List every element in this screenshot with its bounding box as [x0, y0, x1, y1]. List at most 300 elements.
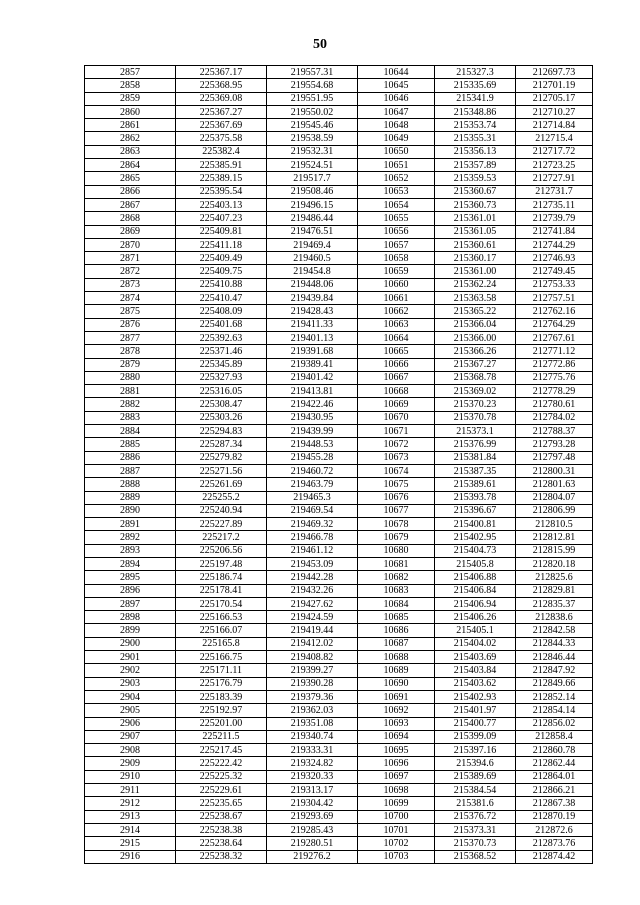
y-coordinate-left-cell: 219412.02: [267, 637, 358, 650]
x-coordinate-right-cell: 215357.89: [435, 159, 516, 172]
x-coordinate-left-cell: 225170.54: [176, 597, 267, 610]
y-coordinate-right-cell: 212820.18: [516, 557, 593, 570]
y-coordinate-right-cell: 212762.16: [516, 305, 593, 318]
x-coordinate-right-cell: 215384.54: [435, 784, 516, 797]
table-row: [85, 451, 593, 464]
table-row: [85, 318, 593, 331]
point-id-right-cell: 10647: [358, 105, 435, 118]
point-id-left-cell: 2898: [85, 611, 176, 624]
x-coordinate-left-cell: 225227.89: [176, 518, 267, 531]
point-id-left-cell: 2880: [85, 371, 176, 384]
y-coordinate-right-cell: 212793.28: [516, 438, 593, 451]
table-row: [85, 757, 593, 770]
x-coordinate-right-cell: 215387.35: [435, 464, 516, 477]
y-coordinate-right-cell: 212800.31: [516, 464, 593, 477]
table-row: [85, 730, 593, 743]
point-id-left-cell: 2862: [85, 132, 176, 145]
y-coordinate-right-cell: 212835.37: [516, 597, 593, 610]
x-coordinate-left-cell: 225389.15: [176, 172, 267, 185]
point-id-left-cell: 2879: [85, 358, 176, 371]
y-coordinate-left-cell: 219432.26: [267, 584, 358, 597]
y-coordinate-right-cell: 212860.78: [516, 744, 593, 757]
point-id-right-cell: 10665: [358, 345, 435, 358]
y-coordinate-left-cell: 219448.06: [267, 278, 358, 291]
y-coordinate-left-cell: 219413.81: [267, 385, 358, 398]
x-coordinate-right-cell: 215404.73: [435, 544, 516, 557]
point-id-right-cell: 10668: [358, 385, 435, 398]
y-coordinate-right-cell: 212866.21: [516, 784, 593, 797]
table-row: [85, 704, 593, 717]
point-id-right-cell: 10680: [358, 544, 435, 557]
x-coordinate-left-cell: 225238.67: [176, 810, 267, 823]
table-row: [85, 265, 593, 278]
x-coordinate-right-cell: 215360.17: [435, 252, 516, 265]
y-coordinate-left-cell: 219448.53: [267, 438, 358, 451]
y-coordinate-left-cell: 219379.36: [267, 690, 358, 703]
point-id-right-cell: 10676: [358, 491, 435, 504]
point-id-left-cell: 2857: [85, 66, 176, 79]
point-id-left-cell: 2903: [85, 677, 176, 690]
table-row: [85, 385, 593, 398]
y-coordinate-left-cell: 219391.68: [267, 345, 358, 358]
y-coordinate-left-cell: 219320.33: [267, 770, 358, 783]
y-coordinate-right-cell: 212767.61: [516, 331, 593, 344]
point-id-left-cell: 2890: [85, 504, 176, 517]
y-coordinate-left-cell: 219304.42: [267, 797, 358, 810]
y-coordinate-right-cell: 212852.14: [516, 690, 593, 703]
x-coordinate-left-cell: 225217.45: [176, 744, 267, 757]
x-coordinate-left-cell: 225165.8: [176, 637, 267, 650]
table-row: [85, 690, 593, 703]
table-row: [85, 584, 593, 597]
x-coordinate-left-cell: 225238.38: [176, 823, 267, 836]
table-row: [85, 331, 593, 344]
x-coordinate-right-cell: 215402.95: [435, 531, 516, 544]
x-coordinate-left-cell: 225385.91: [176, 159, 267, 172]
point-id-left-cell: 2886: [85, 451, 176, 464]
point-id-right-cell: 10693: [358, 717, 435, 730]
point-id-right-cell: 10702: [358, 837, 435, 850]
y-coordinate-left-cell: 219276.2: [267, 850, 358, 863]
y-coordinate-right-cell: 212757.51: [516, 292, 593, 305]
y-coordinate-left-cell: 219313.17: [267, 784, 358, 797]
point-id-right-cell: 10648: [358, 119, 435, 132]
x-coordinate-right-cell: 215381.6: [435, 797, 516, 810]
x-coordinate-left-cell: 225225.32: [176, 770, 267, 783]
x-coordinate-left-cell: 225375.58: [176, 132, 267, 145]
x-coordinate-right-cell: 215368.52: [435, 850, 516, 863]
y-coordinate-left-cell: 219285.43: [267, 823, 358, 836]
table-row: [85, 624, 593, 637]
y-coordinate-right-cell: 212825.6: [516, 571, 593, 584]
y-coordinate-left-cell: 219419.44: [267, 624, 358, 637]
point-id-right-cell: 10664: [358, 331, 435, 344]
point-id-left-cell: 2874: [85, 292, 176, 305]
point-id-right-cell: 10683: [358, 584, 435, 597]
x-coordinate-left-cell: 225392.63: [176, 331, 267, 344]
x-coordinate-left-cell: 225409.75: [176, 265, 267, 278]
point-id-left-cell: 2863: [85, 145, 176, 158]
point-id-right-cell: 10678: [358, 518, 435, 531]
point-id-left-cell: 2910: [85, 770, 176, 783]
y-coordinate-right-cell: 212858.4: [516, 730, 593, 743]
x-coordinate-left-cell: 225371.46: [176, 345, 267, 358]
y-coordinate-left-cell: 219469.4: [267, 238, 358, 251]
x-coordinate-left-cell: 225183.39: [176, 690, 267, 703]
table-row: [85, 305, 593, 318]
x-coordinate-left-cell: 225411.18: [176, 238, 267, 251]
point-id-left-cell: 2888: [85, 478, 176, 491]
point-id-right-cell: 10649: [358, 132, 435, 145]
x-coordinate-left-cell: 225395.54: [176, 185, 267, 198]
y-coordinate-left-cell: 219430.95: [267, 411, 358, 424]
table-row: [85, 159, 593, 172]
y-coordinate-left-cell: 219476.51: [267, 225, 358, 238]
x-coordinate-left-cell: 225410.47: [176, 292, 267, 305]
page-number: 50: [313, 37, 327, 52]
point-id-right-cell: 10669: [358, 398, 435, 411]
y-coordinate-right-cell: 212862.44: [516, 757, 593, 770]
y-coordinate-left-cell: 219550.02: [267, 105, 358, 118]
y-coordinate-right-cell: 212797.48: [516, 451, 593, 464]
y-coordinate-right-cell: 212753.33: [516, 278, 593, 291]
x-coordinate-right-cell: 215405.8: [435, 557, 516, 570]
x-coordinate-right-cell: 215360.67: [435, 185, 516, 198]
point-id-left-cell: 2872: [85, 265, 176, 278]
y-coordinate-right-cell: 212849.66: [516, 677, 593, 690]
x-coordinate-right-cell: 215355.31: [435, 132, 516, 145]
table-row: [85, 637, 593, 650]
point-id-left-cell: 2897: [85, 597, 176, 610]
y-coordinate-right-cell: 212701.19: [516, 79, 593, 92]
point-id-left-cell: 2909: [85, 757, 176, 770]
x-coordinate-right-cell: 215406.94: [435, 597, 516, 610]
table-row: [85, 345, 593, 358]
point-id-right-cell: 10645: [358, 79, 435, 92]
table-row: [85, 571, 593, 584]
point-id-right-cell: 10651: [358, 159, 435, 172]
table-row: [85, 717, 593, 730]
point-id-right-cell: 10687: [358, 637, 435, 650]
point-id-left-cell: 2873: [85, 278, 176, 291]
x-coordinate-right-cell: 215361.05: [435, 225, 516, 238]
point-id-right-cell: 10701: [358, 823, 435, 836]
y-coordinate-left-cell: 219508.46: [267, 185, 358, 198]
coordinates-table-body: [85, 66, 593, 864]
x-coordinate-left-cell: 225382.4: [176, 145, 267, 158]
x-coordinate-right-cell: 215406.88: [435, 571, 516, 584]
y-coordinate-left-cell: 219324.82: [267, 757, 358, 770]
point-id-right-cell: 10682: [358, 571, 435, 584]
table-row: [85, 504, 593, 517]
table-row: [85, 544, 593, 557]
y-coordinate-left-cell: 219469.32: [267, 518, 358, 531]
table-row: [85, 478, 593, 491]
x-coordinate-left-cell: 225217.2: [176, 531, 267, 544]
y-coordinate-left-cell: 219532.31: [267, 145, 358, 158]
y-coordinate-right-cell: 212778.29: [516, 385, 593, 398]
x-coordinate-left-cell: 225369.08: [176, 92, 267, 105]
x-coordinate-right-cell: 215373.31: [435, 823, 516, 836]
x-coordinate-right-cell: 215389.61: [435, 478, 516, 491]
x-coordinate-right-cell: 215403.69: [435, 651, 516, 664]
y-coordinate-left-cell: 219280.51: [267, 837, 358, 850]
x-coordinate-left-cell: 225407.23: [176, 212, 267, 225]
x-coordinate-right-cell: 215394.6: [435, 757, 516, 770]
table-row: [85, 411, 593, 424]
x-coordinate-right-cell: 215369.02: [435, 385, 516, 398]
table-row: [85, 145, 593, 158]
x-coordinate-left-cell: 225409.81: [176, 225, 267, 238]
table-row: [85, 358, 593, 371]
x-coordinate-right-cell: 215361.00: [435, 265, 516, 278]
x-coordinate-right-cell: 215341.9: [435, 92, 516, 105]
table-row: [85, 238, 593, 251]
y-coordinate-left-cell: 219411.33: [267, 318, 358, 331]
x-coordinate-left-cell: 225316.05: [176, 385, 267, 398]
table-row: [85, 172, 593, 185]
y-coordinate-left-cell: 219455.28: [267, 451, 358, 464]
point-id-left-cell: 2882: [85, 398, 176, 411]
y-coordinate-right-cell: 212838.6: [516, 611, 593, 624]
point-id-left-cell: 2915: [85, 837, 176, 850]
x-coordinate-left-cell: 225211.5: [176, 730, 267, 743]
x-coordinate-left-cell: 225271.56: [176, 464, 267, 477]
point-id-right-cell: 10646: [358, 92, 435, 105]
x-coordinate-right-cell: 215393.78: [435, 491, 516, 504]
x-coordinate-left-cell: 225192.97: [176, 704, 267, 717]
point-id-left-cell: 2899: [85, 624, 176, 637]
y-coordinate-right-cell: 212846.44: [516, 651, 593, 664]
point-id-left-cell: 2883: [85, 411, 176, 424]
x-coordinate-right-cell: 215366.00: [435, 331, 516, 344]
table-row: [85, 597, 593, 610]
table-row: [85, 119, 593, 132]
y-coordinate-left-cell: 219463.79: [267, 478, 358, 491]
point-id-right-cell: 10675: [358, 478, 435, 491]
table-row: [85, 464, 593, 477]
point-id-left-cell: 2861: [85, 119, 176, 132]
y-coordinate-right-cell: 212806.99: [516, 504, 593, 517]
point-id-left-cell: 2892: [85, 531, 176, 544]
point-id-right-cell: 10695: [358, 744, 435, 757]
y-coordinate-left-cell: 219460.5: [267, 252, 358, 265]
point-id-right-cell: 10667: [358, 371, 435, 384]
y-coordinate-left-cell: 219466.78: [267, 531, 358, 544]
point-id-right-cell: 10657: [358, 238, 435, 251]
point-id-left-cell: 2911: [85, 784, 176, 797]
point-id-left-cell: 2869: [85, 225, 176, 238]
y-coordinate-right-cell: 212870.19: [516, 810, 593, 823]
x-coordinate-right-cell: 215363.58: [435, 292, 516, 305]
point-id-left-cell: 2906: [85, 717, 176, 730]
x-coordinate-right-cell: 215335.69: [435, 79, 516, 92]
y-coordinate-left-cell: 219554.68: [267, 79, 358, 92]
point-id-right-cell: 10660: [358, 278, 435, 291]
x-coordinate-left-cell: 225222.42: [176, 757, 267, 770]
point-id-right-cell: 10700: [358, 810, 435, 823]
point-id-right-cell: 10699: [358, 797, 435, 810]
x-coordinate-right-cell: 215365.22: [435, 305, 516, 318]
x-coordinate-left-cell: 225201.00: [176, 717, 267, 730]
point-id-left-cell: 2895: [85, 571, 176, 584]
point-id-left-cell: 2881: [85, 385, 176, 398]
point-id-left-cell: 2889: [85, 491, 176, 504]
y-coordinate-right-cell: 212815.99: [516, 544, 593, 557]
y-coordinate-left-cell: 219545.46: [267, 119, 358, 132]
x-coordinate-left-cell: 225229.61: [176, 784, 267, 797]
point-id-left-cell: 2894: [85, 557, 176, 570]
point-id-right-cell: 10681: [358, 557, 435, 570]
point-id-left-cell: 2866: [85, 185, 176, 198]
x-coordinate-right-cell: 215361.01: [435, 212, 516, 225]
y-coordinate-left-cell: 219439.84: [267, 292, 358, 305]
point-id-left-cell: 2913: [85, 810, 176, 823]
x-coordinate-left-cell: 225238.32: [176, 850, 267, 863]
y-coordinate-left-cell: 219408.82: [267, 651, 358, 664]
x-coordinate-left-cell: 225367.27: [176, 105, 267, 118]
y-coordinate-right-cell: 212715.4: [516, 132, 593, 145]
point-id-left-cell: 2887: [85, 464, 176, 477]
table-row: [85, 185, 593, 198]
point-id-left-cell: 2891: [85, 518, 176, 531]
y-coordinate-left-cell: 219390.28: [267, 677, 358, 690]
table-row: [85, 611, 593, 624]
point-id-left-cell: 2901: [85, 651, 176, 664]
x-coordinate-left-cell: 225206.56: [176, 544, 267, 557]
point-id-left-cell: 2875: [85, 305, 176, 318]
coordinates-table: [84, 65, 593, 864]
point-id-right-cell: 10703: [358, 850, 435, 863]
y-coordinate-right-cell: 212731.7: [516, 185, 593, 198]
x-coordinate-left-cell: 225178.41: [176, 584, 267, 597]
table-row: [85, 438, 593, 451]
y-coordinate-left-cell: 219557.31: [267, 66, 358, 79]
point-id-left-cell: 2904: [85, 690, 176, 703]
x-coordinate-right-cell: 215362.24: [435, 278, 516, 291]
point-id-left-cell: 2859: [85, 92, 176, 105]
point-id-right-cell: 10661: [358, 292, 435, 305]
point-id-right-cell: 10690: [358, 677, 435, 690]
y-coordinate-right-cell: 212867.38: [516, 797, 593, 810]
table-row: [85, 252, 593, 265]
x-coordinate-right-cell: 215406.84: [435, 584, 516, 597]
y-coordinate-right-cell: 212812.81: [516, 531, 593, 544]
y-coordinate-left-cell: 219461.12: [267, 544, 358, 557]
y-coordinate-left-cell: 219538.59: [267, 132, 358, 145]
point-id-right-cell: 10652: [358, 172, 435, 185]
point-id-left-cell: 2905: [85, 704, 176, 717]
point-id-left-cell: 2902: [85, 664, 176, 677]
point-id-right-cell: 10654: [358, 198, 435, 211]
x-coordinate-right-cell: 215405.1: [435, 624, 516, 637]
y-coordinate-left-cell: 219340.74: [267, 730, 358, 743]
point-id-left-cell: 2865: [85, 172, 176, 185]
point-id-right-cell: 10662: [358, 305, 435, 318]
point-id-right-cell: 10679: [358, 531, 435, 544]
table-row: [85, 810, 593, 823]
point-id-right-cell: 10666: [358, 358, 435, 371]
x-coordinate-right-cell: 215360.73: [435, 198, 516, 211]
x-coordinate-right-cell: 215402.93: [435, 690, 516, 703]
table-row: [85, 677, 593, 690]
y-coordinate-right-cell: 212873.76: [516, 837, 593, 850]
table-row: [85, 198, 593, 211]
y-coordinate-left-cell: 219524.51: [267, 159, 358, 172]
point-id-right-cell: 10691: [358, 690, 435, 703]
x-coordinate-right-cell: 215359.53: [435, 172, 516, 185]
point-id-right-cell: 10696: [358, 757, 435, 770]
x-coordinate-right-cell: 215353.74: [435, 119, 516, 132]
table-row: [85, 531, 593, 544]
x-coordinate-left-cell: 225408.09: [176, 305, 267, 318]
x-coordinate-right-cell: 215406.26: [435, 611, 516, 624]
y-coordinate-right-cell: 212714.84: [516, 119, 593, 132]
point-id-left-cell: 2870: [85, 238, 176, 251]
y-coordinate-right-cell: 212842.58: [516, 624, 593, 637]
x-coordinate-left-cell: 225235.65: [176, 797, 267, 810]
x-coordinate-left-cell: 225327.93: [176, 371, 267, 384]
table-row: [85, 664, 593, 677]
x-coordinate-right-cell: 215356.13: [435, 145, 516, 158]
point-id-right-cell: 10689: [358, 664, 435, 677]
y-coordinate-right-cell: 212764.29: [516, 318, 593, 331]
y-coordinate-right-cell: 212780.61: [516, 398, 593, 411]
table-row: [85, 425, 593, 438]
y-coordinate-left-cell: 219422.46: [267, 398, 358, 411]
x-coordinate-left-cell: 225287.34: [176, 438, 267, 451]
table-row: [85, 225, 593, 238]
x-coordinate-left-cell: 225403.13: [176, 198, 267, 211]
y-coordinate-right-cell: 212741.84: [516, 225, 593, 238]
x-coordinate-left-cell: 225166.07: [176, 624, 267, 637]
y-coordinate-left-cell: 219401.13: [267, 331, 358, 344]
x-coordinate-left-cell: 225367.69: [176, 119, 267, 132]
x-coordinate-left-cell: 225303.26: [176, 411, 267, 424]
y-coordinate-left-cell: 219399.27: [267, 664, 358, 677]
point-id-left-cell: 2867: [85, 198, 176, 211]
table-row: [85, 66, 593, 79]
point-id-left-cell: 2907: [85, 730, 176, 743]
y-coordinate-right-cell: 212746.93: [516, 252, 593, 265]
y-coordinate-right-cell: 212872.6: [516, 823, 593, 836]
x-coordinate-left-cell: 225176.79: [176, 677, 267, 690]
y-coordinate-left-cell: 219460.72: [267, 464, 358, 477]
x-coordinate-left-cell: 225186.74: [176, 571, 267, 584]
x-coordinate-right-cell: 215360.61: [435, 238, 516, 251]
y-coordinate-right-cell: 212710.27: [516, 105, 593, 118]
point-id-right-cell: 10655: [358, 212, 435, 225]
point-id-right-cell: 10685: [358, 611, 435, 624]
point-id-right-cell: 10688: [358, 651, 435, 664]
x-coordinate-right-cell: 215370.73: [435, 837, 516, 850]
y-coordinate-right-cell: 212804.07: [516, 491, 593, 504]
x-coordinate-right-cell: 215366.04: [435, 318, 516, 331]
y-coordinate-right-cell: 212735.11: [516, 198, 593, 211]
x-coordinate-right-cell: 215400.81: [435, 518, 516, 531]
point-id-right-cell: 10671: [358, 425, 435, 438]
table-row: [85, 518, 593, 531]
x-coordinate-right-cell: 215327.3: [435, 66, 516, 79]
y-coordinate-right-cell: 212723.25: [516, 159, 593, 172]
point-id-left-cell: 2871: [85, 252, 176, 265]
y-coordinate-right-cell: 212775.76: [516, 371, 593, 384]
x-coordinate-left-cell: 225409.49: [176, 252, 267, 265]
y-coordinate-left-cell: 219469.54: [267, 504, 358, 517]
y-coordinate-right-cell: 212739.79: [516, 212, 593, 225]
y-coordinate-right-cell: 212856.02: [516, 717, 593, 730]
x-coordinate-right-cell: 215400.77: [435, 717, 516, 730]
